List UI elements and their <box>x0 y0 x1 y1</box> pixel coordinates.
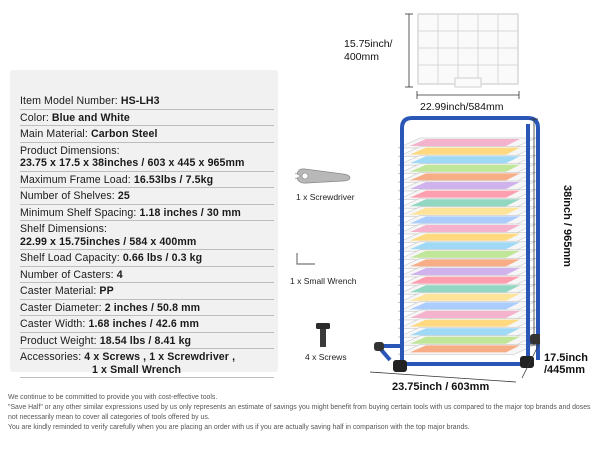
artwork-sheet <box>410 191 520 198</box>
spec-row-weight <box>20 333 274 350</box>
artwork-sheet <box>410 225 520 232</box>
artwork-sheet <box>410 294 520 301</box>
shelf-stack <box>398 138 536 354</box>
rack-depth-mm: /445mm <box>544 364 585 376</box>
spec-value: Carbon Steel <box>90 128 158 140</box>
screws-label: 4 x Screws <box>305 352 347 362</box>
artwork-sheet <box>410 285 520 292</box>
spec-row-caster-diameter <box>20 300 274 317</box>
rack-height-label: 38inch / 965mm <box>561 185 573 267</box>
artwork-sheet <box>410 320 520 327</box>
artwork-sheet <box>410 259 520 266</box>
spec-value: 1.68 inches / 42.6 mm <box>88 318 199 330</box>
spec-row-shelf-dimensions <box>20 221 274 250</box>
screwdriver-label: 1 x Screwdriver <box>296 192 355 202</box>
spec-value: Blue and White <box>51 111 130 124</box>
rack-height-arrow <box>530 118 538 346</box>
spec-label: Accessories: <box>20 351 85 363</box>
spec-row-accessories <box>20 349 274 378</box>
shelf-width-arrow <box>416 91 520 99</box>
artwork-sheet <box>410 251 520 258</box>
rack-width-label: 23.75inch / 603mm <box>392 381 490 393</box>
spec-row-material <box>20 126 274 143</box>
spec-label: Item Model Number: <box>20 95 121 107</box>
artwork-sheet <box>410 165 520 172</box>
rack-depth-label <box>544 352 588 376</box>
artwork-sheet <box>410 345 520 352</box>
artwork-sheet <box>410 277 520 284</box>
spec-list <box>20 93 274 378</box>
artwork-sheet <box>410 139 520 146</box>
shelf-height-label <box>344 38 392 64</box>
artwork-sheet <box>410 208 520 215</box>
spec-label: Product Dimensions: <box>20 144 120 157</box>
spec-label: Shelf Load Capacity: <box>20 252 123 264</box>
spec-label: Caster Material: <box>20 285 100 297</box>
shelf-height-inch: 15.75inch/ <box>344 38 393 50</box>
artwork-sheet <box>410 182 520 189</box>
artwork-sheet <box>410 302 520 309</box>
spec-value: PP <box>99 285 114 297</box>
spec-label: Color: <box>20 111 52 124</box>
spec-value: 22.99 x 15.75inches / 584 x 400mm <box>20 235 197 248</box>
spec-value: 25 <box>117 190 130 202</box>
spec-value: 1.18 inches / 30 mm <box>139 206 241 219</box>
spec-row-caster-width <box>20 316 274 333</box>
artwork-sheet <box>410 156 520 163</box>
spec-value: 4 x Screws , 1 x Screwdriver , <box>84 351 236 363</box>
spec-value: 2 inches / 50.8 mm <box>104 301 201 314</box>
shelf-height-mm: 400mm <box>344 51 380 63</box>
spec-row-shelves <box>20 188 274 205</box>
screw-icon <box>314 322 332 348</box>
rack-depth-arrow <box>520 340 542 380</box>
spec-label: Number of Casters: <box>20 268 117 281</box>
spec-value: 0.66 lbs / 0.3 kg <box>122 252 203 264</box>
disclaimer-line: "Save Half" or any other similar expressions used by us only represents an estimate of savings you might benefit from buying certain tools with us compared to the major top brands and doses not necessarily mean to cover all categories of tools offered by us. <box>8 404 591 421</box>
artwork-sheet <box>410 199 520 206</box>
spec-row-model <box>20 93 274 110</box>
spec-value: 18.54 lbs / 8.41 kg <box>99 334 192 347</box>
spec-row-color <box>20 110 274 127</box>
spec-label: Maximum Frame Load: <box>20 173 134 186</box>
artwork-sheet <box>410 268 520 275</box>
artwork-sheet <box>410 242 520 249</box>
shelf-height-arrow <box>405 13 413 88</box>
artwork-sheet <box>410 216 520 223</box>
artwork-sheet <box>410 173 520 180</box>
spec-label: Caster Width: <box>20 318 89 330</box>
spec-row-casters <box>20 267 274 284</box>
spec-row-shelf-load <box>20 250 274 267</box>
spec-value: 23.75 x 17.5 x 38inches / 603 x 445 x 965mm <box>20 157 245 169</box>
spec-label: Product Weight: <box>20 334 100 347</box>
wrench-label: 1 x Small Wrench <box>290 276 357 286</box>
artwork-sheet <box>410 337 520 344</box>
artwork-sheet <box>410 234 520 241</box>
spec-row-caster-material <box>20 283 274 300</box>
spec-label: Minimum Shelf Spacing: <box>20 206 140 219</box>
artwork-sheet <box>410 328 520 335</box>
spec-label: Shelf Dimensions: <box>20 223 108 235</box>
disclaimer-line: We continue to be committed to provide you with cost-effective tools. <box>8 394 218 401</box>
spec-label: Main Material: <box>20 128 91 140</box>
drying-rack-illustration <box>360 110 540 380</box>
spec-row-spacing <box>20 205 274 222</box>
screwdriver-icon <box>293 165 353 187</box>
spec-label: Caster Diameter: <box>20 301 105 314</box>
spec-value: 4 <box>116 268 123 281</box>
disclaimer <box>8 393 598 433</box>
spec-row-dimensions <box>20 143 274 172</box>
rack-depth-inch: 17.5inch <box>544 352 589 364</box>
spec-value: HS-LH3 <box>120 95 160 107</box>
wrench-icon <box>293 252 317 268</box>
artwork-sheet <box>410 311 520 318</box>
spec-value: 16.53lbs / 7.5kg <box>133 173 214 186</box>
spec-label: Number of Shelves: <box>20 190 118 202</box>
spec-value-line2: 1 x Small Wrench <box>92 363 182 376</box>
shelf-width-label: 22.99inch/584mm <box>420 101 504 113</box>
shelf-grid-diagram <box>417 13 519 88</box>
spec-row-frame-load <box>20 172 274 189</box>
artwork-sheet <box>410 148 520 155</box>
disclaimer-line: You are kindly reminded to verify carefully when you are placing an order with us if you are actually saving half in comparison with the top major brands. <box>8 424 470 431</box>
